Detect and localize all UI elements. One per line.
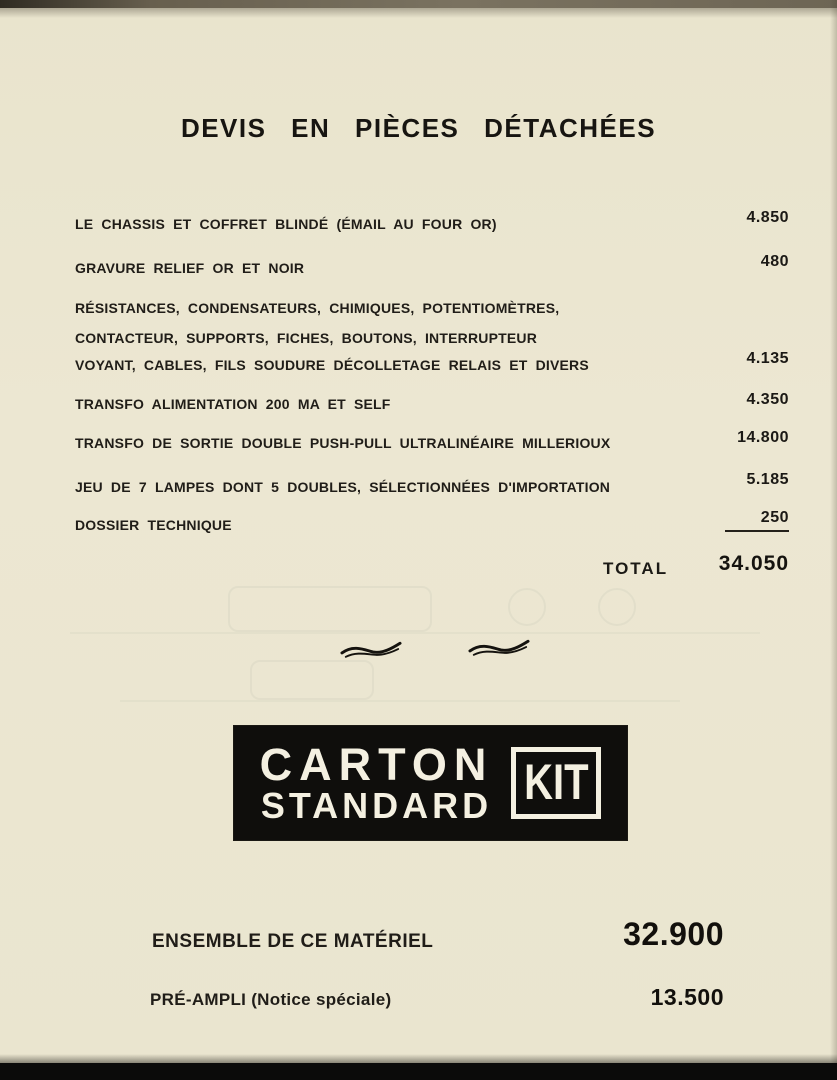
item-label: TRANSFO DE SORTIE DOUBLE PUSH-PULL ULTRALINÉAIRE MILLERIOUX	[75, 435, 611, 451]
preampli-label: PRÉ-AMPLI (Notice spéciale)	[150, 990, 392, 1009]
ghost-showthrough	[250, 660, 374, 700]
item-label: LE CHASSIS ET COFFRET BLINDÉ (ÉMAIL AU FOUR OR)	[75, 216, 497, 232]
item-label: DOSSIER TECHNIQUE	[75, 517, 232, 533]
item-label: JEU DE 7 LAMPES DONT 5 DOUBLES, SÉLECTIONNÉES D'IMPORTATION	[75, 479, 611, 495]
ghost-showthrough	[598, 588, 636, 626]
ghost-showthrough	[120, 700, 680, 702]
item-price: 4.850	[746, 209, 789, 226]
item-label: TRANSFO ALIMENTATION 200 MA ET SELF	[75, 396, 391, 412]
scan-edge-top	[0, 0, 837, 8]
scan-edge-top-shadow	[0, 8, 837, 18]
banner-line-carton: CARTON	[259, 738, 494, 790]
scan-edge-bottom-shadow	[0, 1054, 837, 1063]
item-price: 480	[760, 253, 789, 270]
kit-label: KIT	[524, 754, 589, 810]
item-label-line: CONTACTEUR, SUPPORTS, FICHES, BOUTONS, INTERRUPTEUR	[75, 330, 538, 346]
item-price: 4.135	[746, 350, 789, 367]
item-price: 5.185	[746, 471, 789, 488]
scan-edge-right	[830, 0, 837, 1080]
bird-flourish-icon	[340, 640, 402, 662]
item-label-line: RÉSISTANCES, CONDENSATEURS, CHIMIQUES, POTENTIOMÈTRES,	[75, 300, 560, 316]
total-label: TOTAL	[603, 559, 669, 578]
bird-flourish-icon	[468, 638, 530, 660]
ghost-showthrough	[70, 632, 760, 634]
ghost-showthrough	[228, 586, 432, 632]
preampli-price: 13.500	[650, 984, 724, 1010]
total-value: 34.050	[718, 552, 789, 575]
carton-standard-kit-banner	[234, 726, 627, 840]
kit-box	[511, 747, 601, 819]
banner-line-standard: STANDARD	[260, 784, 493, 826]
item-label: GRAVURE RELIEF OR ET NOIR	[75, 260, 305, 276]
page-title: DEVIS EN PIÈCES DÉTACHÉES	[180, 113, 657, 143]
item-price: 14.800	[737, 429, 789, 446]
ensemble-label: ENSEMBLE DE CE MATÉRIEL	[152, 931, 434, 952]
ghost-showthrough	[508, 588, 546, 626]
item-price: 4.350	[746, 391, 789, 408]
ensemble-price: 32.900	[623, 916, 724, 952]
item-price: 250	[725, 509, 789, 532]
scan-edge-bottom	[0, 1063, 837, 1080]
item-label-line: VOYANT, CABLES, FILS SOUDURE DÉCOLLETAGE RELAIS ET DIVERS	[75, 357, 589, 373]
banner-text-block	[259, 738, 494, 826]
